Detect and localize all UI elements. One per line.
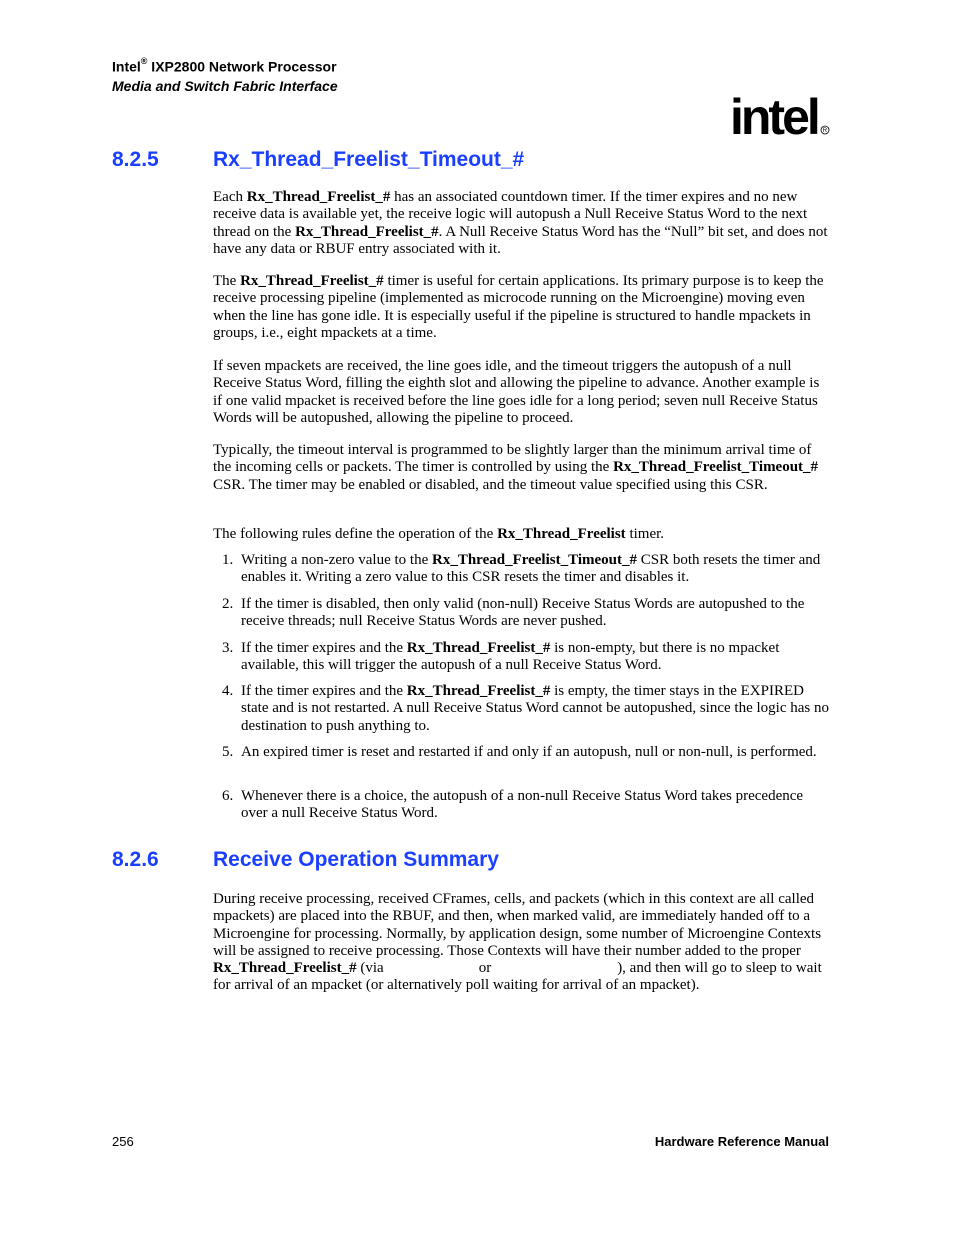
header-product-name: IXP2800 Network Processor xyxy=(147,58,337,75)
section-title: Receive Operation Summary xyxy=(213,848,499,871)
list-item: 6. Whenever there is a choice, the autopush of a non-null Receive Status Word takes precedence over a null Receive Status Word. xyxy=(222,788,804,822)
section-heading-8-2-5 xyxy=(112,148,524,172)
intel-logo-reg: R xyxy=(822,128,828,135)
section-heading-8-2-6 xyxy=(112,848,499,872)
section-title: Rx_Thread_Freelist_Timeout_# xyxy=(213,148,525,171)
list-item: 2. If the timer is disabled, then only valid (non-null) Receive Status Words are autopushed to the receive threads; null Receive Status Words are never pushed. xyxy=(222,596,805,630)
intel-logo-text: intel xyxy=(730,90,818,145)
header-subtitle: Media and Switch Fabric Interface xyxy=(112,78,338,94)
paragraph: If seven mpackets are received, the line goes idle, and the timeout triggers the autopush of a null Receive Status Word, filling the eighth slot and allowing the pipeline to advance. Another example is if one valid mpacket is received before the line goes idle for a long period; seven null Receive Status Words will be autopushed, allowing the pipeline to proceed. xyxy=(213,358,820,426)
paragraph: Each Rx_Thread_Freelist_# has an associated countdown timer. If the timer expires and no new receive data is available yet, the receive logic will autopush a Null Receive Status Word to the next thread on the Rx_Thread_Freelist_#. A Null Receive Status Word has the “Null” bit set, and does not have any data or RBUF entry associated with it. xyxy=(213,189,828,257)
paragraph: Typically, the timeout interval is programmed to be slightly larger than the minimum arrival time of the incoming cells or packets. The timer is controlled by using the Rx_Thread_Freelist_Timeout_# CSR. The timer may be enabled or disabled, and the timeout value specified using this CSR. xyxy=(213,442,819,493)
page-number: 256 xyxy=(112,1134,134,1149)
registered-mark: ® xyxy=(140,56,148,66)
section-number: 8.2.5 xyxy=(112,148,159,171)
header-product xyxy=(112,58,337,75)
paragraph: The Rx_Thread_Freelist_# timer is useful for certain applications. Its primary purpose is to keep the receive processing pipeline (implemented as microcode running on the Microengine) moving even when the line has gone idle. It is especially useful if the pipeline is structured to handle mpackets in groups, i.e., eight mpackets at a time. xyxy=(213,273,824,341)
list-item: 3. If the timer expires and the Rx_Thread_Freelist_# is non-empty, but there is no mpacket available, this will trigger the autopush of a null Receive Status Word. xyxy=(222,640,780,674)
intel-logo-icon xyxy=(728,90,832,150)
paragraph: During receive processing, received CFrames, cells, and packets (which in this context are all called mpackets) are placed into the RBUF, and then, when marked valid, are immediately handed off to a Microengine for processing. Normally, by application design, some number of Microengine Contexts will be assigned to receive processing. Those Contexts will have their number added to the proper Rx_Thread_Freelist_# (via or ), and then will go to sleep to wait for arrival of an mpacket (or alternatively poll waiting for arrival of an mpacket). xyxy=(213,891,822,994)
manual-title: Hardware Reference Manual xyxy=(654,1134,829,1149)
list-item: 1. Writing a non-zero value to the Rx_Thread_Freelist_Timeout_# CSR both resets the timer and enables it. Writing a zero value to this CSR resets the timer and disables it. xyxy=(222,552,821,586)
header-brand: Intel xyxy=(112,58,141,75)
list-item: 5. An expired timer is reset and restarted if and only if an autopush, null or non-null, is performed. xyxy=(222,744,817,760)
section-number: 8.2.6 xyxy=(112,848,159,871)
list-item: 4. If the timer expires and the Rx_Thread_Freelist_# is empty, the timer stays in the EXPIRED state and is not restarted. A null Receive Status Word cannot be autopushed, since the logic has no destination to push anything to. xyxy=(222,683,829,734)
paragraph: The following rules define the operation of the Rx_Thread_Freelist timer. xyxy=(213,526,665,542)
